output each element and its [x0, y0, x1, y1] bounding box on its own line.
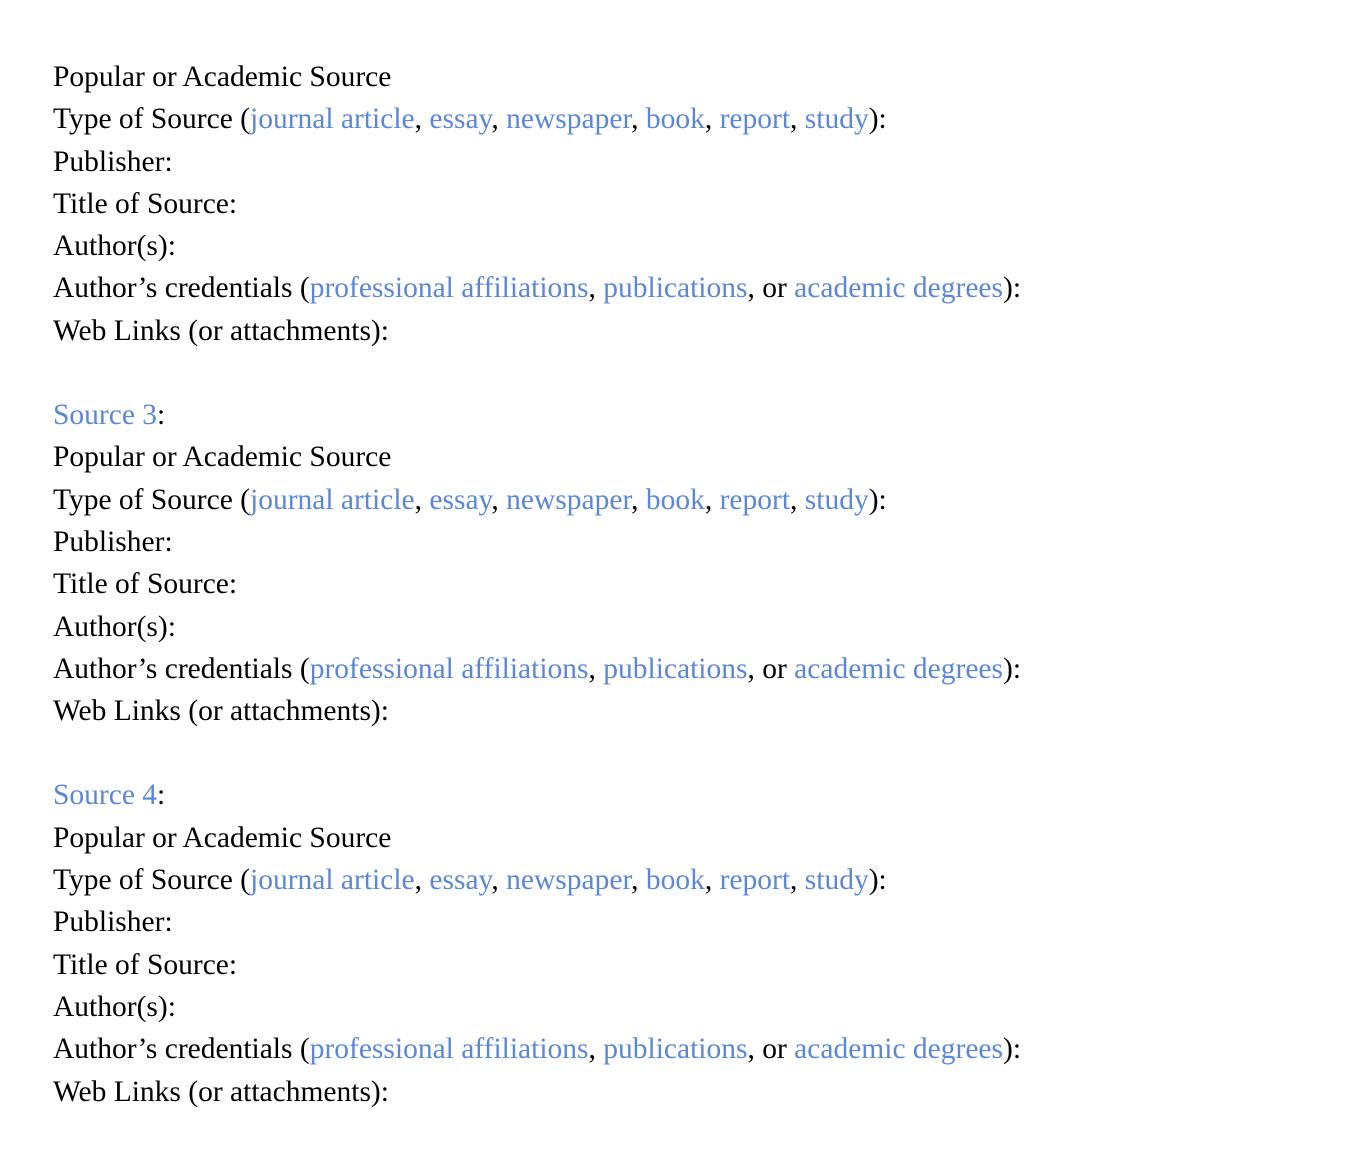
link-report[interactable]: report [719, 483, 791, 516]
separator: , or [747, 1033, 795, 1066]
separator: , [631, 483, 646, 516]
separator: , [588, 652, 604, 685]
type-of-source-label: Type of Source ( [53, 483, 250, 516]
web-links-line: Web Links (or attachments): [53, 1075, 389, 1108]
separator: , [491, 864, 507, 897]
link-study[interactable]: study [804, 483, 869, 516]
link-publications[interactable]: publications [603, 272, 748, 305]
credentials-label: Author’s credentials ( [53, 272, 310, 305]
separator: , [588, 1033, 604, 1066]
title-of-source-line: Title of Source: [53, 187, 238, 220]
title-of-source-line: Title of Source: [53, 568, 238, 601]
authors-line: Author(s): [53, 990, 176, 1023]
separator: , [414, 483, 430, 516]
separator: , or [747, 272, 795, 305]
separator: , [704, 483, 720, 516]
source-heading [53, 394, 1356, 436]
title-of-source-line: Title of Source: [53, 948, 238, 981]
separator: , [631, 103, 646, 136]
credentials-line [53, 1028, 1356, 1070]
credentials-line [53, 267, 1356, 309]
link-essay[interactable]: essay [429, 103, 492, 136]
type-of-source-label: Type of Source ( [53, 864, 250, 897]
source-2-block [53, 56, 1356, 352]
separator: , [704, 103, 720, 136]
credentials-label: Author’s credentials ( [53, 652, 310, 685]
credentials-end: ): [1003, 1033, 1022, 1066]
link-journal-article[interactable]: journal article [250, 103, 415, 136]
separator: , [704, 864, 720, 897]
separator: , [790, 483, 805, 516]
separator: , [491, 483, 507, 516]
link-newspaper[interactable]: newspaper [506, 864, 632, 897]
link-academic-degrees[interactable]: academic degrees [794, 1033, 1003, 1066]
publisher-line: Publisher: [53, 145, 173, 178]
link-academic-degrees[interactable]: academic degrees [794, 272, 1003, 305]
link-study[interactable]: study [804, 864, 869, 897]
link-book[interactable]: book [645, 864, 705, 897]
link-journal-article[interactable]: journal article [250, 483, 415, 516]
separator: , [790, 864, 805, 897]
type-of-source-end: ): [868, 483, 887, 516]
credentials-line [53, 648, 1356, 690]
separator: , [414, 864, 430, 897]
link-essay[interactable]: essay [429, 483, 492, 516]
link-newspaper[interactable]: newspaper [506, 483, 632, 516]
publisher-line: Publisher: [53, 525, 173, 558]
heading-colon: : [157, 399, 166, 432]
popular-or-academic-line: Popular or Academic Source [53, 61, 392, 93]
credentials-label: Author’s credentials ( [53, 1033, 310, 1066]
link-book[interactable]: book [645, 483, 705, 516]
popular-or-academic-line: Popular or Academic Source [53, 821, 392, 854]
link-report[interactable]: report [719, 864, 791, 897]
type-of-source-label: Type of Source ( [53, 103, 250, 136]
link-academic-degrees[interactable]: academic degrees [794, 652, 1003, 685]
link-professional-affiliations[interactable]: professional affiliations [309, 652, 589, 685]
source-heading [53, 774, 1356, 816]
link-publications[interactable]: publications [603, 652, 748, 685]
authors-line: Author(s): [53, 610, 176, 643]
link-journal-article[interactable]: journal article [250, 864, 415, 897]
separator: , [588, 272, 604, 305]
link-source-3[interactable]: Source 3 [53, 399, 158, 432]
type-of-source-end: ): [868, 864, 887, 897]
type-of-source-line [53, 859, 1356, 901]
credentials-end: ): [1003, 652, 1022, 685]
separator: , [491, 103, 507, 136]
link-study[interactable]: study [804, 103, 869, 136]
link-report[interactable]: report [719, 103, 791, 136]
web-links-line: Web Links (or attachments): [53, 695, 389, 728]
heading-colon: : [157, 779, 166, 812]
link-essay[interactable]: essay [429, 864, 492, 897]
type-of-source-line [53, 98, 1356, 140]
popular-or-academic-line: Popular or Academic Source [53, 441, 392, 474]
separator: , [631, 864, 646, 897]
link-newspaper[interactable]: newspaper [506, 103, 632, 136]
link-publications[interactable]: publications [603, 1033, 748, 1066]
source-3-block [53, 394, 1356, 732]
link-professional-affiliations[interactable]: professional affiliations [309, 1033, 589, 1066]
link-professional-affiliations[interactable]: professional affiliations [309, 272, 589, 305]
type-of-source-end: ): [868, 103, 887, 136]
web-links-line: Web Links (or attachments): [53, 314, 389, 347]
credentials-end: ): [1003, 272, 1022, 305]
publisher-line: Publisher: [53, 906, 173, 939]
source-4-block [53, 774, 1356, 1112]
link-book[interactable]: book [645, 103, 705, 136]
authors-line: Author(s): [53, 230, 176, 263]
separator: , [790, 103, 805, 136]
separator: , [414, 103, 430, 136]
type-of-source-line [53, 479, 1356, 521]
separator: , or [747, 652, 795, 685]
link-source-4[interactable]: Source 4 [53, 779, 158, 812]
